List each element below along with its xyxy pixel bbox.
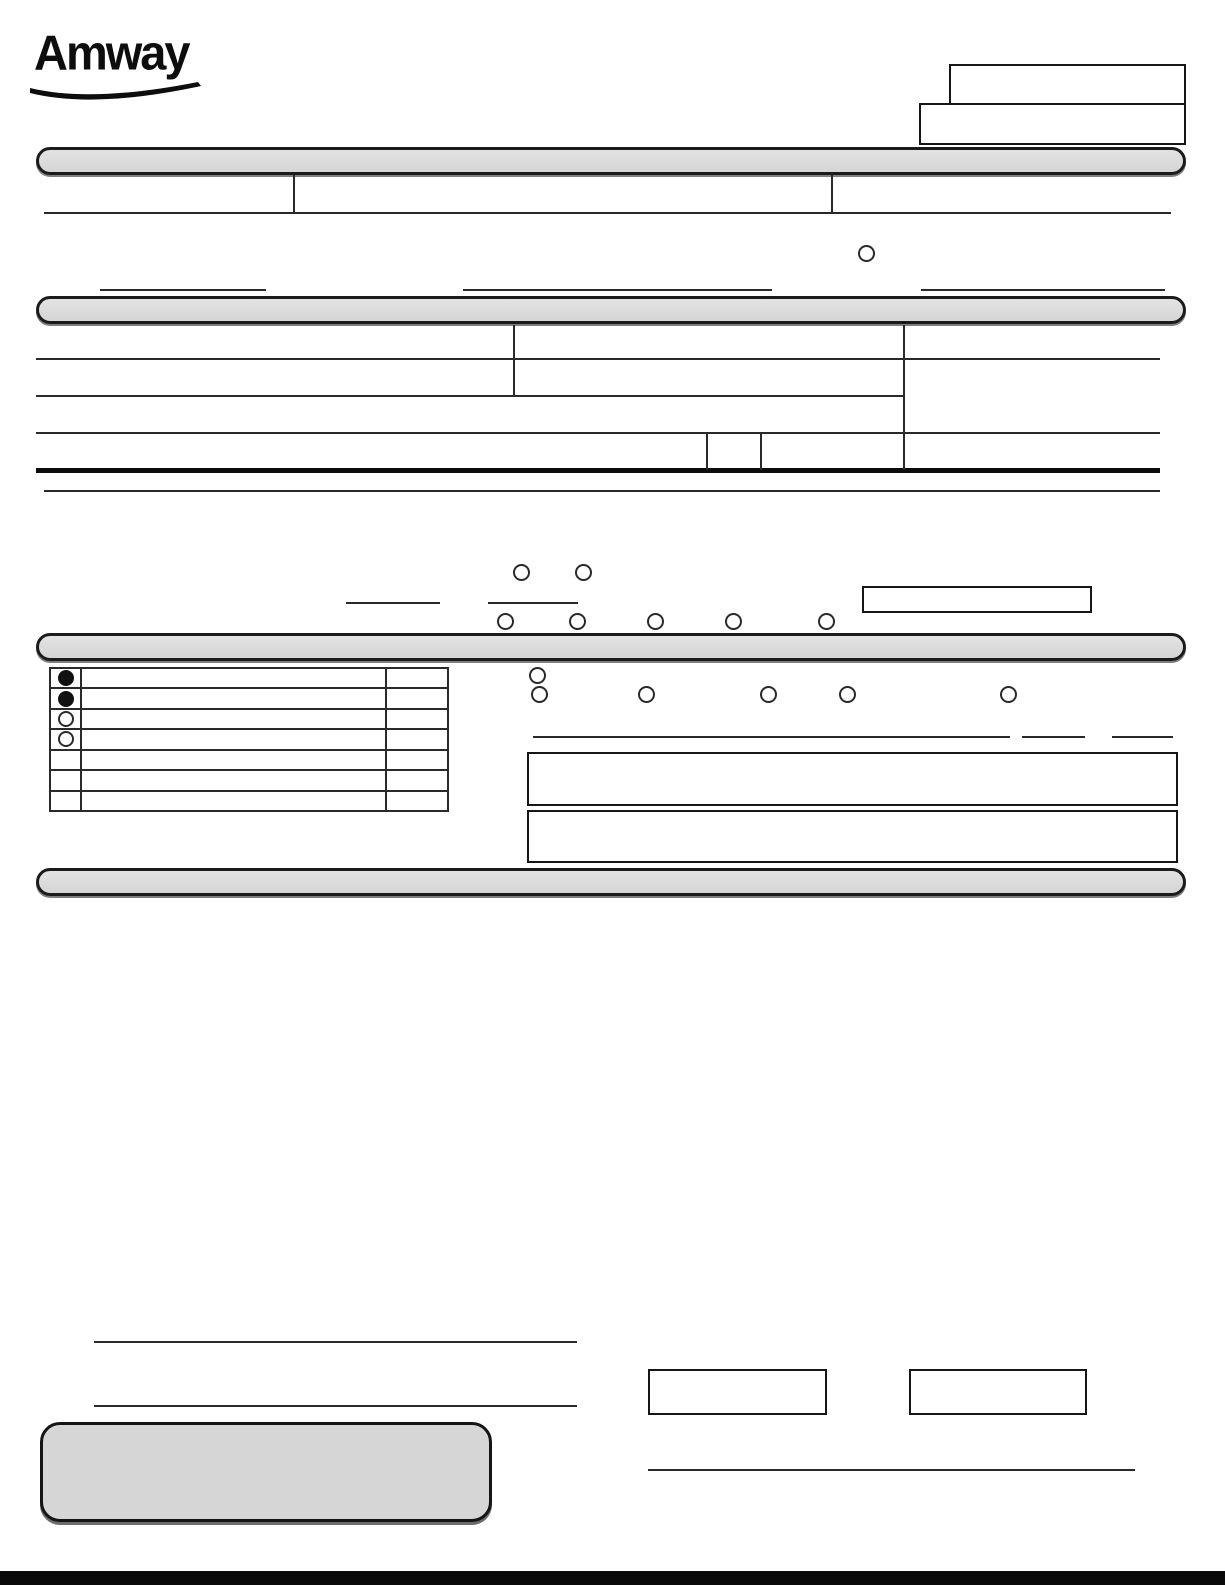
table-cell-label (82, 751, 387, 769)
table-cell-radio (51, 751, 82, 769)
radio-button[interactable] (58, 731, 74, 747)
radio-button[interactable] (638, 686, 655, 703)
write-in-line (346, 602, 440, 604)
table-row (51, 669, 447, 689)
table-cell-label (82, 689, 387, 707)
table-divider (903, 325, 905, 470)
write-in-line (463, 289, 772, 291)
signature-line (648, 1469, 1135, 1471)
table-cell-label (82, 669, 387, 687)
write-in-line (1112, 736, 1173, 738)
table-divider (513, 325, 515, 395)
radio-button[interactable] (58, 711, 74, 727)
table-rule-line (36, 358, 1160, 360)
field-box-upper[interactable] (527, 752, 1178, 806)
radio-button[interactable] (58, 691, 74, 707)
table-bottom-rule-thick (36, 468, 1160, 473)
header-field-box-top[interactable] (949, 64, 1186, 105)
radio-button[interactable] (58, 670, 74, 686)
radio-button[interactable] (647, 613, 664, 630)
table-row (51, 710, 447, 730)
radio-button[interactable] (529, 667, 546, 684)
write-in-line (100, 289, 266, 291)
options-table (49, 667, 449, 812)
radio-button[interactable] (858, 245, 875, 262)
amway-logo (34, 24, 244, 98)
write-in-line (533, 736, 1010, 738)
signature-line (94, 1341, 577, 1343)
date-field-box-right[interactable] (909, 1369, 1087, 1415)
section-header-bar-4 (36, 868, 1186, 896)
amway-logo-text: Amway (34, 24, 189, 80)
table-cell-label (82, 730, 387, 748)
table-divider (706, 432, 708, 470)
table-cell-radio (51, 710, 82, 728)
separator-line (44, 490, 1160, 492)
table-cell-value (387, 689, 447, 707)
table-cell-value (387, 771, 447, 789)
table-cell-value (387, 751, 447, 769)
amount-field-box[interactable] (862, 586, 1092, 613)
footer-bar (0, 1571, 1225, 1585)
signature-line (94, 1405, 577, 1407)
field-divider (831, 175, 833, 212)
table-row (51, 730, 447, 750)
table-row (51, 771, 447, 791)
write-in-line (1022, 736, 1085, 738)
radio-button[interactable] (839, 686, 856, 703)
table-divider (760, 432, 762, 470)
table-cell-value (387, 710, 447, 728)
table-cell-value (387, 730, 447, 748)
table-cell-label (82, 792, 387, 810)
table-cell-radio (51, 730, 82, 748)
field-divider (293, 175, 295, 212)
note-panel (40, 1422, 492, 1522)
field-box-lower[interactable] (527, 810, 1178, 863)
field-rule-line (44, 212, 1171, 214)
radio-button[interactable] (513, 564, 530, 581)
table-rule-line (36, 395, 903, 397)
table-cell-radio (51, 792, 82, 810)
radio-button[interactable] (497, 613, 514, 630)
radio-button[interactable] (569, 613, 586, 630)
header-field-box-bottom[interactable] (919, 103, 1186, 145)
radio-button[interactable] (531, 686, 548, 703)
radio-button[interactable] (818, 613, 835, 630)
section-header-bar-2 (36, 296, 1186, 324)
radio-button[interactable] (725, 613, 742, 630)
radio-button[interactable] (1000, 686, 1017, 703)
table-cell-label (82, 771, 387, 789)
table-row (51, 689, 447, 709)
radio-button[interactable] (760, 686, 777, 703)
table-cell-radio (51, 689, 82, 707)
table-cell-radio (51, 771, 82, 789)
write-in-line (921, 289, 1165, 291)
table-cell-value (387, 792, 447, 810)
amway-logo-swoosh-icon (30, 76, 210, 104)
section-header-bar-3 (36, 633, 1186, 661)
table-rule-line (36, 432, 1160, 434)
table-row (51, 792, 447, 810)
date-field-box-left[interactable] (648, 1369, 827, 1415)
table-cell-label (82, 710, 387, 728)
write-in-line (488, 602, 578, 604)
table-cell-radio (51, 669, 82, 687)
table-row (51, 751, 447, 771)
section-header-bar-1 (36, 147, 1186, 175)
radio-button[interactable] (575, 564, 592, 581)
table-cell-value (387, 669, 447, 687)
